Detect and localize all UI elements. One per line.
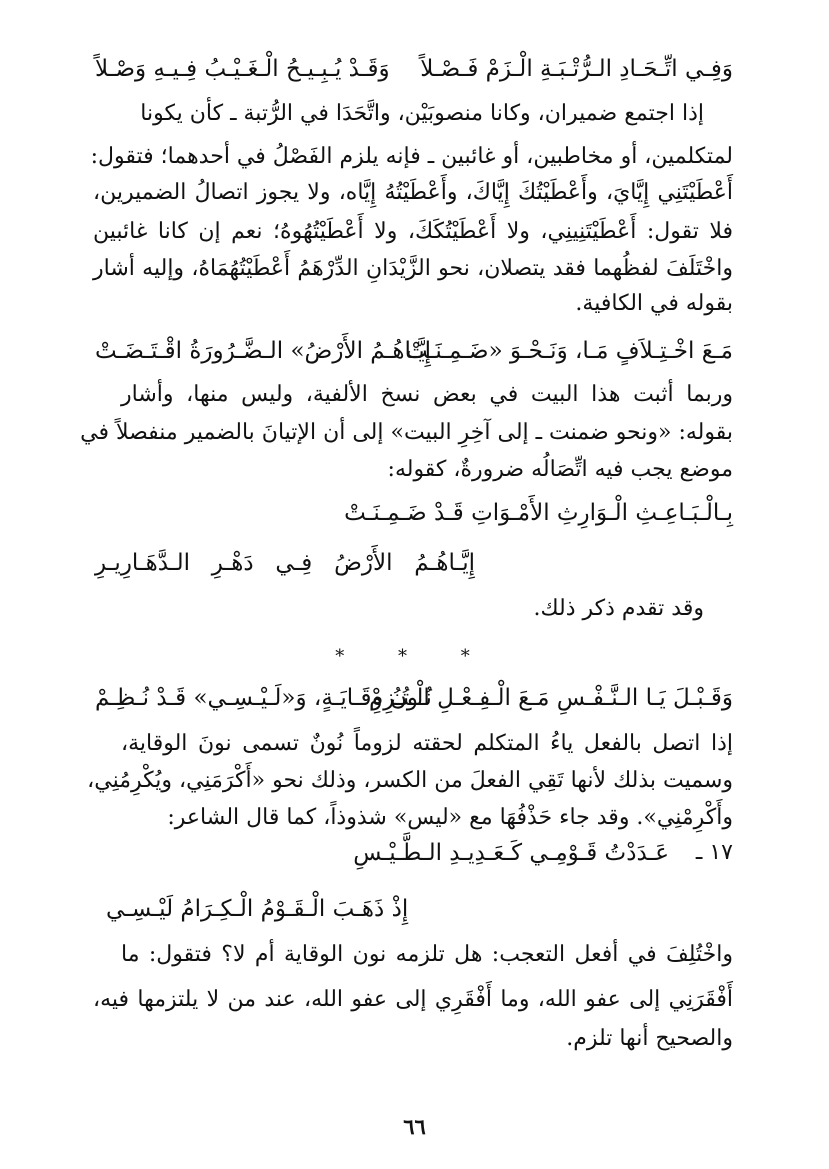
- verse-3-first-hemistich: وَقَـبْـلَ يَـا الـنَّـفْـسِ مَـعَ الْـفِـعْـلِ الْـتُـزِمْ: [369, 685, 733, 711]
- para-2-line-1: وربما أثبت هذا البيت في بعض نسخ الألفية، وليس منها، وأشار: [121, 382, 733, 407]
- para-5-line-1: واخْتُلِفَ في أفعل التعجب: هل تلزمه نون الوقاية أم لا؟ فتقول: ما: [121, 942, 733, 967]
- para-1-line-1: إذا اجتمع ضميران، وكانا منصوبَيْن، واتَّحَدَا في الرُّتبة ـ كأن يكونا: [140, 101, 704, 126]
- verse-2-second-hemistich: إِيَّـاهُـمُ الأَرْضُ» الـضَّـرُورَةُ اقْـتَـضَـتْ: [95, 338, 431, 364]
- poem-2-number: ١٧ ـ: [695, 840, 733, 865]
- para-4-line-2: وسميت بذلك لأنها تَقِي الفعلَ من الكسر، وذلك نحو «أَكْرَمَنِي، ويُكْرِمُنِي،: [87, 768, 733, 793]
- para-4-line-1: إذا اتصل بالفعل ياءُ المتكلم لحقته لزوماً نُونٌ تسمى نونَ الوقاية،: [121, 731, 733, 756]
- verse-1-second-hemistich: وَقَـدْ يُـبِـيـحُ الْـغَـيْـبُ فِـيـهِ وَصْـلاً: [95, 56, 390, 82]
- para-3: وقد تقدم ذكر ذلك.: [533, 596, 704, 621]
- para-5-line-3: والصحيح أنها تلزم.: [566, 1026, 733, 1051]
- poem-1-line-2: إِيَّـاهُـمُ الأَرْضُ فِـي دَهْـرِ الـدَّهَـارِيـرِ: [95, 550, 475, 576]
- para-2-line-3: موضع يجب فيه اتِّصَالُه ضرورةٌ، كقوله:: [387, 457, 733, 482]
- para-1-line-2: لمتكلمين، أو مخاطبين، أو غائبين ـ فإنه يلزم الفَصْلُ في أحدهما؛ فتقول:: [90, 144, 733, 169]
- poem-1-line-1: بِـالْـبَـاعِـثِ الْـوَارِثِ الأَمْـوَاتِ قَـدْ ضَـمِـنَـتْ: [344, 500, 733, 526]
- para-4-line-3: وأَكْرِمْنِي». وقد جاء حَذْفُهَا مع «ليس» شذوذاً، كما قال الشاعر:: [167, 805, 733, 830]
- verse-2-first-hemistich: مَـعَ اخْـتِـلاَفٍ مَـا، وَنَـحْـوَ «ضَـمِـنَـتْ: [406, 338, 733, 364]
- section-separator: * * *: [335, 646, 494, 667]
- para-1-line-4: فلا تقول: أَعْطَيْتَنِينِي، ولا أَعْطَيْتُكَكَ، ولا أَعْطَيْتُهُوهُ؛ نعم إن كانا غائبين: [93, 219, 733, 244]
- verse-1-first-hemistich: وَفِـي اتِّـحَـادِ الـرُّتْـبَـةِ الْـزَمْ فَـصْـلاً: [420, 56, 733, 82]
- poem-2-line-1: عَـدَدْتُ قَـوْمِـي كَـعَـدِيـدِ الـطَّـيْـسِ: [353, 840, 669, 866]
- para-2-line-2: بقوله: «ونحو ضمنت ـ إلى آخِرِ البيت» إلى أن الإتيانَ بالضمير منفصلاً في: [80, 420, 733, 445]
- verse-3-second-hemistich: نُـونُ وِقَـايَـةٍ، وَ«لَـيْـسِـي» قَـدْ نُـظِـمْ: [95, 685, 432, 711]
- para-1-line-6: بقوله في الكافية.: [575, 291, 733, 316]
- para-5-line-2: أَفْقَرَنِي إلى عفو الله، وما أَفْقَرِي إلى عفو الله، عند من لا يلتزمها فيه،: [93, 987, 733, 1012]
- para-1-line-5: واخْتَلَفَ لفظُهما فقد يتصلان، نحو الزَّيْدَانِ الدِّرْهَمُ أَعْطَيْتُهُمَاهُ، وإليه أشار: [93, 256, 733, 281]
- para-1-line-3: أَعْطَيْتَنِي إِيَّايَ، وأَعْطَيْتُكَ إِيَّاكَ، وأَعْطَيْتُهُ إِيَّاه، ولا يجوز اتصالُ الضميرين،: [93, 180, 733, 205]
- page-number: ٦٦: [403, 1114, 426, 1139]
- poem-2-line-2: إِذْ ذَهَـبَ الْـقَـوْمُ الْـكِـرَامُ لَيْـسِـي: [106, 896, 409, 922]
